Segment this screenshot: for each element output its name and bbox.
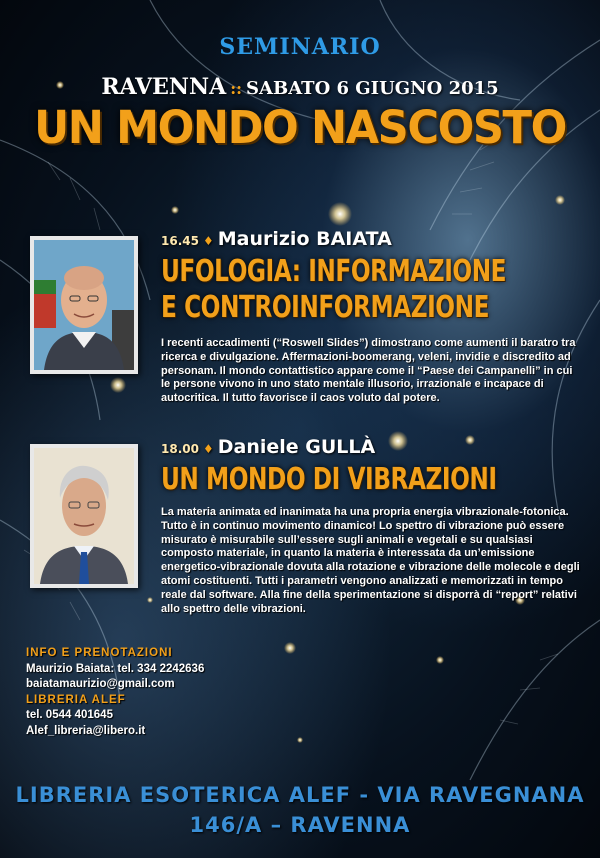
contact-email-baiata[interactable]: baiatamaurizio@gmail.com [26,678,175,691]
dateline-separator: :: [230,79,243,98]
contact-email-shop[interactable]: Alef_libreria@libero.it [26,724,146,737]
talk-title-line: UN MONDO DI VIBRAZIONI [161,462,497,497]
event-city: RAVENNA [101,74,227,100]
contact-phone-shop: tel. 0544 401645 [26,709,113,722]
venue-line: 146/A – RAVENNA [189,813,411,837]
event-title: UN MONDO NASCOSTO [34,101,566,154]
speaker-photo-gulla [30,444,138,588]
talk-description-1: I recenti accadimenti (“Roswell Slides”) dimostrano come aumenti il baratro tra ricerca e divulgazione. Affermazioni-boomerang, veleni, invidie e discredito ad personam. Il mondo contattistico appare come il “Paese dei Campanelli” in cui le persone vivono in uno stato mentale illusorio, irrazionale e incapace di autocritica. Il tutto favorisce il caos voluto dal potere. [161,337,576,405]
event-date: SABATO 6 GIUGNO 2015 [246,78,499,99]
talk-description-2: La materia animata ed inanimata ha una propria energia vibrazionale-fotonica. Tutto è in continuo movimento dinamico! Lo spettro di vibrazione può essere misurato è misurabile sull’essere sugli animali e vegetali e su qualsiasi composto materiale, in quanto la materia è interessata da un’emissione energetico-vibrazionale dovuta alla rotazione e vibrazione delle molecole e degli atomi costituenti. Tutti i parametri vengono analizzati e memorizzati in tempo reale dal software. Alla fine della sperimentazione si disporrà di “report” relativi allo spettro delle vibrazioni. [161,506,580,615]
contact-phone-baiata: Maurizio Baiata: tel. 334 2242636 [26,662,205,675]
speaker-name: Maurizio BAIATA [217,228,392,250]
info-block [26,646,204,740]
talk-slot-1 [161,228,392,250]
bullet-icon: ♦ [202,234,214,248]
talk-title-line: E CONTROINFORMAZIONE [161,290,490,325]
info-heading: INFO E PRENOTAZIONI [26,647,173,659]
seminar-kicker: SEMINARIO [219,34,381,60]
bullet-icon: ♦ [202,442,214,456]
speaker-name: Daniele GULLÀ [217,436,376,458]
talk-title-2 [161,462,497,498]
event-dateline [0,74,600,100]
talk-time: 16.45 [161,234,199,248]
talk-time: 18.00 [161,442,199,456]
speaker-photo-baiata [30,236,138,374]
talk-title-1 [161,254,506,326]
venue-line: LIBRERIA ESOTERICA ALEF - VIA RAVEGNANA [15,783,585,807]
talk-slot-2 [161,436,375,458]
venue-footer [0,780,600,840]
talk-title-line: UFOLOGIA: INFORMAZIONE [161,254,507,289]
shop-name: LIBRERIA ALEF [26,693,126,706]
